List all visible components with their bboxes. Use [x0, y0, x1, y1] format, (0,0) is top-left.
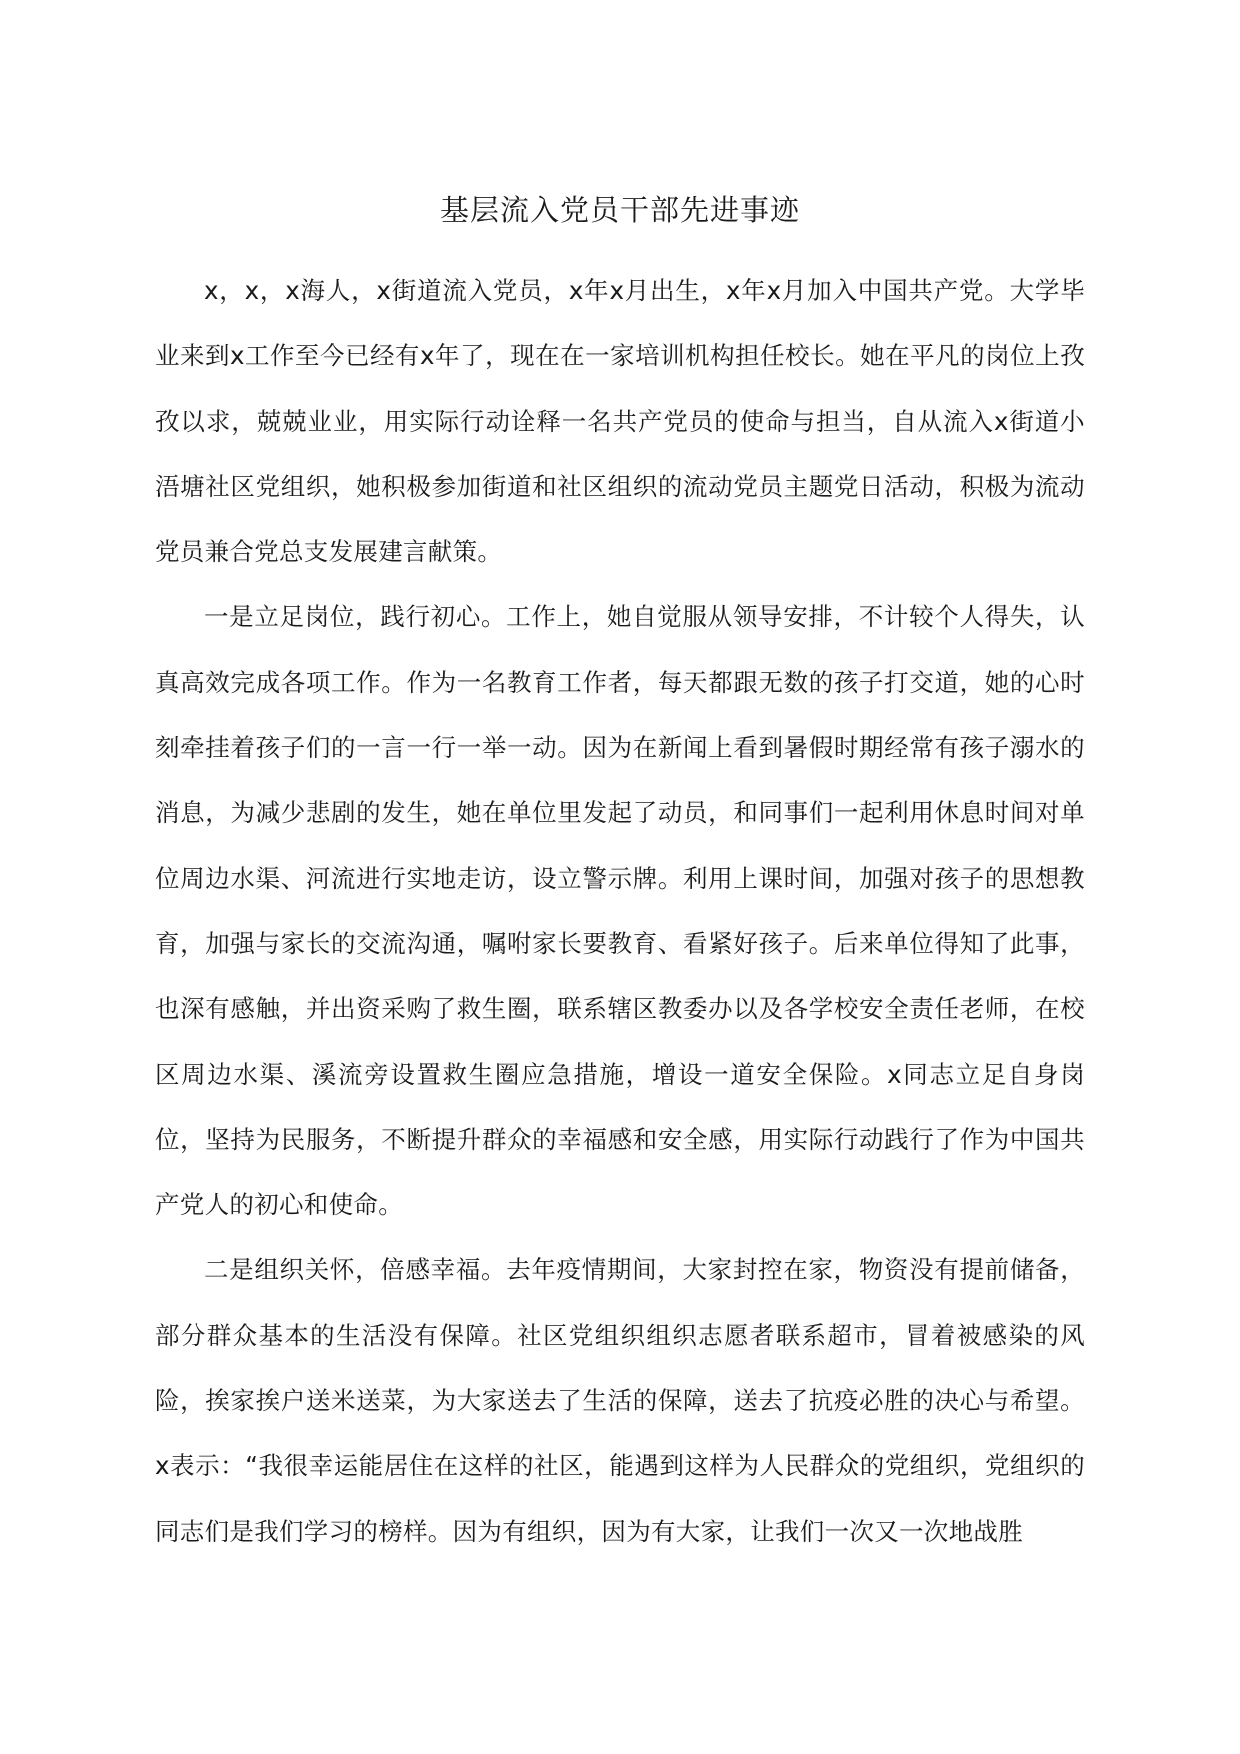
- document-body: [155, 258, 1085, 1564]
- paragraph-section-two: 二是组织关怀，倍感幸福。去年疫情期间，大家封控在家，物资没有提前储备，部分群众基本的生活没有保障。社区党组织组织志愿者联系超市，冒着被感染的风险，挨家挨户送米送菜，为大家送去了生活的保障，送去了抗疫必胜的决心与希望。x表示：“我很幸运能居住在这样的社区，能遇到这样为人民群众的党组织，党组织的同志们是我们学习的榜样。因为有组织，因为有大家，让我们一次又一次地战胜: [155, 1255, 1085, 1546]
- document-title: 基层流入党员干部先进事迹: [439, 193, 800, 227]
- paragraph-intro: x，x，x海人，x街道流入党员，x年x月出生，x年x月加入中国共产党。大学毕业来到x工作至今已经有x年了，现在在一家培训机构担任校长。她在平凡的岗位上孜孜以求，兢兢业业，用实际行动诠释一名共产党员的使命与担当，自从流入x街道小浯塘社区党组织，她积极参加街道和社区组织的流动党员主题党日活动，积极为流动党员兼合党总支发展建言献策。: [155, 276, 1085, 567]
- paragraph-section-one: 一是立足岗位，践行初心。工作上，她自觉服从领导安排，不计较个人得失，认真高效完成各项工作。作为一名教育工作者，每天都跟无数的孩子打交道，她的心时刻牵挂着孩子们的一言一行一举一动。因为在新闻上看到暑假时期经常有孩子溺水的消息，为减少悲剧的发生，她在单位里发起了动员，和同事们一起利用休息时间对单位周边水渠、河流进行实地走访，设立警示牌。利用上课时间，加强对孩子的思想教育，加强与家长的交流沟通，嘱咐家长要教育、看紧好孩子。后来单位得知了此事，也深有感触，并出资采购了救生圈，联系辖区教委办以及各学校安全责任老师，在校区周边水渠、溪流旁设置救生圈应急措施，增设一道安全保险。x同志立足自身岗位，坚持为民服务，不断提升群众的幸福感和安全感，用实际行动践行了作为中国共产党人的初心和使命。: [155, 602, 1085, 1220]
